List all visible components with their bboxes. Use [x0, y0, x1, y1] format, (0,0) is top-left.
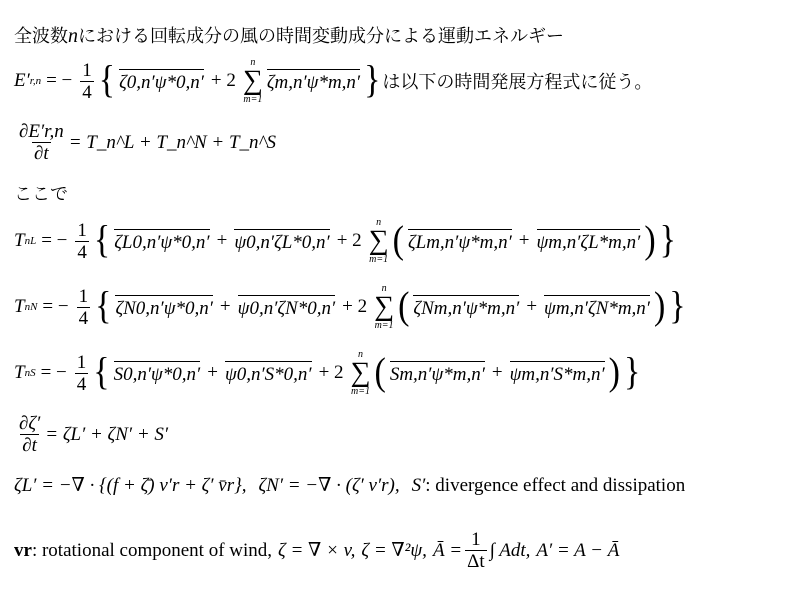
tn-term4: ψm,n′ζN*m,n′: [544, 295, 650, 320]
heading-suffix: における回転成分の風の時間変動成分による運動エネルギー: [78, 26, 564, 47]
zl-definition: ζL′ = −∇ · {(f + ζ̄) v′r + ζ′ v̄r},: [14, 475, 247, 496]
tn-left-paren: (: [398, 285, 410, 328]
tn-lhs-sup: N: [30, 301, 38, 314]
heading-var: n: [68, 25, 78, 47]
ts-equals: = −: [40, 362, 67, 384]
tl-equals: = −: [41, 230, 68, 252]
vr-symbol: vr: [14, 539, 32, 561]
tn-plus: +: [219, 296, 231, 318]
tl-plus-inner: +: [518, 230, 530, 252]
s-description: : divergence effect and dissipation: [425, 474, 686, 496]
tl-term3: ζLm,n′ψ*m,n′: [408, 229, 512, 254]
tn-equals: = −: [42, 296, 69, 318]
energy-coef: $\frac{1}{4}$: [82, 59, 92, 103]
tl-right-brace: }: [659, 219, 676, 262]
ts-left-brace: {: [93, 351, 110, 394]
tl-term2: ψ0,n′ζL*0,n′: [234, 229, 329, 254]
tl-sum: n ∑ m=1: [368, 217, 389, 265]
ts-term2: ψ0,n′S*0,n′: [225, 361, 312, 386]
tl-lhs-sub: n: [24, 235, 31, 248]
energy-tendency: [14, 122, 276, 163]
zeta-laplacian: ζ = ∇²ψ,: [361, 540, 427, 561]
ts-equation: [14, 350, 642, 397]
zeta-curl: ζ = ∇ × v,: [278, 540, 356, 561]
kokode-text: ここで: [14, 184, 68, 205]
tn-coef: $\frac{1}{4}$: [78, 285, 89, 329]
energy-sum: n ∑ m=1: [242, 57, 263, 105]
s-label: S′: [411, 474, 426, 496]
heading-prefix: 全波数: [14, 26, 68, 47]
ts-sum: n ∑ m=1: [350, 349, 371, 397]
zeta-rhs: = ζL′ + ζN′ + S′: [45, 423, 169, 445]
ts-right-paren: ): [608, 351, 620, 394]
tl-right-paren: ): [644, 219, 656, 262]
ts-plus-two: + 2: [318, 362, 344, 384]
energy-term1: ζ0,n′ψ*0,n′: [119, 69, 204, 94]
tn-right-paren: ): [653, 285, 666, 328]
tl-lhs: T: [14, 230, 25, 252]
mean-integral: ∫ Adt,: [489, 539, 531, 561]
tl-term1: ζL0,n′ψ*0,n′: [114, 229, 209, 254]
tn-plus-two: + 2: [342, 296, 368, 318]
tn-plus-inner: +: [526, 296, 538, 318]
ts-lhs: T: [14, 362, 25, 384]
tendency-rhs: = T_n^L + T_n^N + T_n^S: [68, 131, 277, 153]
ts-plus: +: [207, 362, 218, 384]
tn-right-brace: }: [669, 285, 686, 328]
tn-term2: ψ0,n′ζN*0,n′: [238, 295, 335, 320]
tn-lhs: T: [14, 296, 25, 318]
tn-left-brace: {: [95, 285, 112, 328]
ts-left-paren: (: [374, 351, 386, 394]
zeta-tendency: [14, 414, 168, 455]
anomaly-definition: A′ = A − Ā: [536, 539, 620, 561]
tl-lhs-sup: L: [30, 235, 37, 248]
energy-lhs-sub: r,n: [29, 75, 42, 88]
ts-lhs-sup: S: [30, 367, 36, 380]
tendency-derivative: $\frac{\partial E'r,n}{\partial t}$: [19, 121, 64, 164]
right-brace: }: [364, 59, 381, 102]
tn-lhs-sub: n: [24, 301, 31, 314]
ts-term1: S0,n′ψ*0,n′: [114, 361, 201, 386]
tn-equation: [14, 284, 688, 331]
energy-definition: [14, 58, 652, 105]
energy-tail-text: は以下の時間発展方程式に従う。: [382, 72, 653, 94]
tl-term4: ψm,n′ζL*m,n′: [537, 229, 641, 254]
energy-lhs: E′: [14, 70, 30, 92]
mean-lhs: Ā =: [432, 539, 463, 561]
forcing-definitions: [14, 474, 685, 497]
energy-term2: ζm,n′ψ*m,n′: [267, 69, 360, 94]
zn-definition: ζN′ = −∇ · (ζ′ v′r),: [258, 475, 400, 496]
vr-description: : rotational component of wind,: [31, 539, 273, 561]
tl-left-paren: (: [392, 219, 404, 262]
tn-term1: ζN0,n′ψ*0,n′: [115, 295, 212, 320]
energy-plus-two: + 2: [210, 70, 236, 92]
tl-equation: [14, 218, 678, 265]
heading: [14, 22, 564, 48]
ts-lhs-sub: n: [24, 367, 31, 380]
zeta-derivative: $\frac{\partial\zeta'}{\partial t}$: [19, 413, 41, 456]
definitions: [14, 530, 619, 571]
ts-term4: ψm,n′S*m,n′: [510, 361, 605, 386]
ts-coef: $\frac{1}{4}$: [76, 351, 87, 395]
tn-term3: ζNm,n′ψ*m,n′: [413, 295, 519, 320]
mean-coef: $\frac{1}{\Delta t}$: [467, 529, 485, 572]
energy-equals: = −: [46, 70, 73, 92]
ts-plus-inner: +: [491, 362, 503, 384]
tl-plus-two: + 2: [336, 230, 362, 252]
tn-sum: n ∑ m=1: [374, 283, 395, 331]
tl-left-brace: {: [93, 219, 111, 262]
tl-plus: +: [216, 230, 228, 252]
ts-term3: Sm,n′ψ*m,n′: [390, 361, 485, 386]
tl-coef: $\frac{1}{4}$: [77, 219, 87, 263]
ts-right-brace: }: [624, 351, 641, 394]
left-brace: {: [98, 59, 116, 102]
